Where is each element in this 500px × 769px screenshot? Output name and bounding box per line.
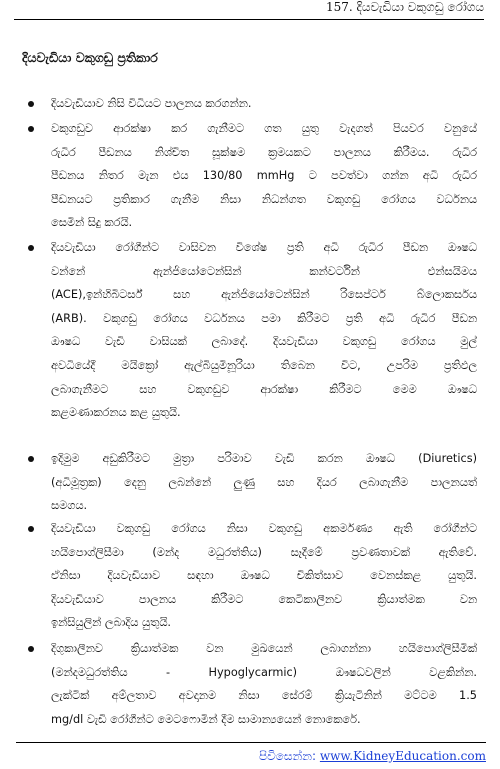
list-item-line: දියවැඩියා රෝගීන්ට වාසිවන විශේෂ ප්‍රති අධි රුධිර පීඩන ඖෂධ bbox=[51, 241, 477, 254]
list-item-line: (ACE),ඉන්හිබිටර්ස් සහ ඇන්ජියෝටෙන්සින් රිසෙප්ටර් බ්ලොකර්සය bbox=[51, 288, 477, 302]
bullet-icon bbox=[28, 101, 34, 107]
list-item-line: (අධිමූත්‍රක) දෙනු ලබන්නේ ලුණු සහ දියර ලබාගැනීම පාලනයත් bbox=[51, 475, 477, 489]
list-item-line: සෙමින් සිදු කරයි. bbox=[51, 216, 133, 230]
list-item-line: ලබාගැනීමට සහ වකුගඩුව ආරක්ෂා කිරීමට මෙම ඖෂධ bbox=[51, 382, 477, 396]
list-item-line: හයිපොග්ලිසීමා (මන්ද මධුරත්තිය) සෑදීමේ ප්‍රවණතාවක් ඇතිවේ. bbox=[51, 545, 477, 559]
list-item-line: වන්නේ ඇන්ජියෝටෙන්සින් කන්වර්ටින් එන්සයිමය bbox=[51, 264, 477, 278]
list-item-line: දියවැඩියා වකුගඩු රෝගය නිසා වකුගඩු අකර්මණ්‍ය ඇති රෝගීන්ට bbox=[51, 522, 477, 535]
list-item-line: (ARB). වකුගඩු රෝගය වර්ධනය පමා කිරීමට ප්‍රති අධි රුධිර පීඩන bbox=[51, 311, 477, 325]
page-header-title: 157. දියවැඩියා වකුගඩු රෝගය bbox=[326, 0, 484, 14]
list-item-line: අවධියේදී මයික්‍රෝ ඇල්බියුමිනූරියා තිබෙන විට, උපරිම ප්‍රතිඵල bbox=[51, 359, 477, 372]
bullet-icon bbox=[28, 126, 34, 132]
section-heading: දියවැඩියා වකුගඩු ප්‍රතිකාර bbox=[22, 50, 158, 65]
list-item-line: ඖෂධ වැඩි වාසියක් ලබාදේ. දියවැඩියා වකුගඩු රෝගය මුල් bbox=[51, 335, 477, 349]
list-item-line: දියවැඩියාව පාලනය කිරීමට කෙටිකාලීනව ක්‍රියාත්මක වන bbox=[51, 592, 477, 606]
footer-website-link[interactable]: www.KidneyEducation.com bbox=[319, 749, 486, 763]
list-item-line: ඉන්සියුලින් ලබාදිය යුතුයි. bbox=[51, 616, 172, 630]
list-item-line: කළමණාකරනය කළ යුතුයි. bbox=[51, 406, 181, 420]
list-item-line: ලැක්ටික් අම්ලතාව අවදානම නිසා සේරම් ක්‍රියැටිනින් මට්ටම 1.5 bbox=[51, 689, 477, 703]
bullet-icon bbox=[28, 646, 34, 652]
page-header bbox=[0, 0, 500, 16]
list-item-line: mg/dl වැඩි රෝගීන්ට මෙටෆොමින් දීම සාමාන්‍යයෙන් නොකෙරේ. bbox=[51, 712, 361, 726]
list-item-line: වකුගඩුව ආරක්ෂා කර ගැනීමට ගත යුතු වැදගත් පියවර වනුයේ bbox=[51, 122, 477, 135]
footer-divider bbox=[16, 742, 486, 743]
footer-prefix: පිවිසෙන්න: bbox=[258, 749, 320, 763]
list-item-line: සමගය. bbox=[51, 499, 88, 513]
list-item-line: දියවැඩියාව නිසි විධියට පාලනය කරගන්න. bbox=[51, 97, 252, 110]
list-item-line: රුධිර පීඩනය නිශ්චිත සූක්ෂම ක්‍රමයකට පාලනය කිරීමය. රුධිර bbox=[51, 145, 477, 159]
list-item-line: (මන්දමධුරත්තිය - Hypoglycarmic) ඖෂධවලින් වළකින්න. bbox=[51, 665, 477, 679]
list-item-line: පීඩනය නිතර මැන එය 130/80 mmHg ට පවත්වා ගන්න අධි රුධිර bbox=[51, 169, 477, 183]
list-item-line: ඉදිමුම අඩුකිරීමට මුත්‍රා පරිමාව වැඩි කරන ඖෂධ (Diuretics) bbox=[51, 452, 477, 465]
list-item-line: දිගුකාලීනව ක්‍රියාත්මක වන මුඛයෙන් ලබාගන්නා හයිපොග්ලිසීමික් bbox=[51, 642, 477, 655]
bullet-icon bbox=[28, 456, 34, 462]
header-divider bbox=[14, 19, 484, 20]
list-item-line: පීඩනයට ප්‍රතිකාර ගැනීම නිසා නිධන්ගත වකුගඩු රෝගය වර්ධනය bbox=[51, 192, 477, 206]
footer bbox=[259, 748, 486, 764]
list-item-line: ඒනිසා දියවැඩියාව සඳහා ඖෂධ චිකිත්සාව වෙනස්කළ යුතුයි. bbox=[51, 569, 477, 583]
bullet-icon bbox=[28, 245, 34, 251]
bullet-icon bbox=[28, 526, 34, 532]
